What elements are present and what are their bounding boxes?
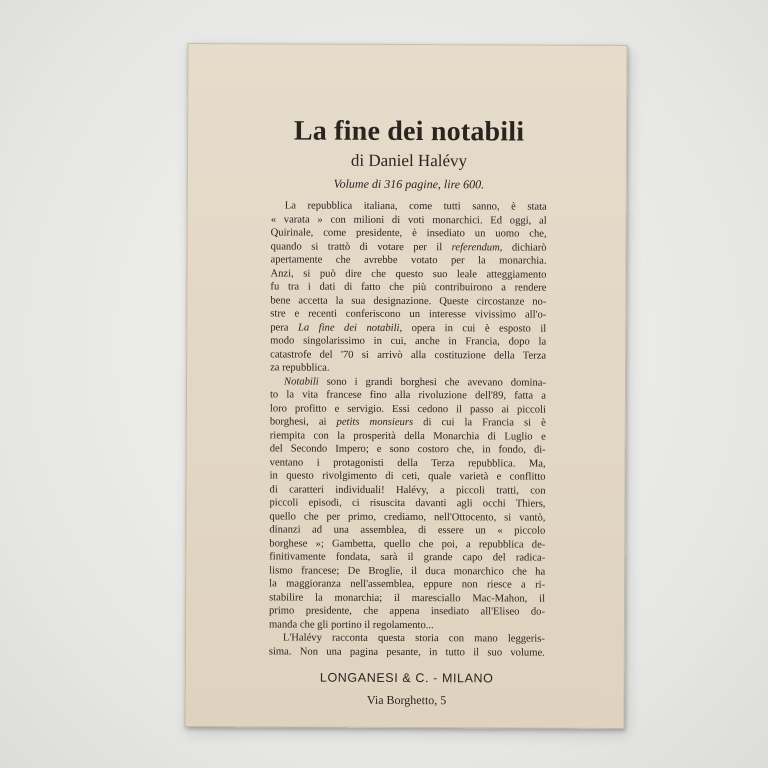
paragraph-line: ventano i protagonisti della Terza repubblica. Ma, — [269, 456, 546, 470]
paragraph-3 — [269, 631, 545, 659]
paragraph-line: L'Halévy racconta questa storia con mano leggeris- — [282, 632, 545, 645]
book-title: La fine dei notabili — [293, 115, 525, 148]
paragraph-line: modo singolarissimo in cui, anche in Francia, dopo la — [270, 335, 547, 348]
paragraph-line: la maggioranza nell'assemblea, eppure non riesce a ri- — [269, 578, 546, 591]
paragraph-1 — [270, 199, 547, 376]
paragraph-line: quando si trattò di votare per il referendum, dichiarò — [270, 240, 547, 254]
volume-info: Volume di 316 pagine, lire 600. — [333, 176, 485, 192]
paragraph-line: stabilire la monarchia; il maresciallo Mac-Mahon, il — [269, 591, 546, 605]
paragraph-line: bene accetta la sua designazione. Queste circostanze no- — [270, 294, 547, 308]
book-author: di Daniel Halévy — [350, 150, 468, 171]
paragraph-line: La repubblica italiana, come tutti sanno, è stata — [284, 200, 547, 213]
paragraph-line: catastrofe del '70 si arrivò alla costituzione della Terza — [270, 348, 547, 362]
paragraph-line: Quirinale, come presidente, è insediato un uomo che, — [270, 227, 547, 240]
paragraph-line: primo presidente, che appena insediato all'Eliseo do- — [268, 605, 546, 618]
paragraph-line: apertamente che avrebbe votato per la monarchia. — [270, 254, 547, 267]
paragraph-line: za repubblica. — [270, 362, 330, 374]
publisher-name: LONGANESI & C. - MILANO — [319, 670, 494, 686]
paragraph-line: riempita con la prosperità della Monarchia di Luglio e — [269, 429, 546, 443]
paragraph-line: Anzi, si può dire che questo suo leale atteggiamento — [270, 267, 547, 281]
paragraph-line: piccoli episodi, ci risuscita davanti agli occhi Thiers, — [269, 497, 546, 510]
paragraph-line: quello che per primo, crediamo, nell'Ottocento, si vantò, — [269, 510, 546, 524]
paragraph-line: borghesi, ai petits monsieurs di cui la Francia si è — [269, 416, 546, 429]
paragraph-line: « varata » con milioni di voti monarchici. Ed oggi, al — [270, 213, 547, 227]
paragraph-line: di caratteri individuali! Halévy, a piccoli tratti, con — [269, 483, 546, 497]
paragraph-line: stre e recenti conferiscono un interesse vivissimo all'o- — [270, 308, 547, 321]
paragraph-line: to la vita francese fino alla rivoluzione dell'89, fatta a — [269, 389, 546, 402]
paragraph-line: in questo rivolgimento di ceti, quale varietà e conflitto — [269, 470, 546, 483]
paragraph-line: manda che gli portino il regolamento... — [268, 618, 434, 631]
paragraph-line: dinanzi ad una assemblea, di essere un « piccolo — [269, 524, 546, 537]
paragraph-line: fu tra i dati di fatto che più contribuirono a rendere — [270, 281, 547, 294]
paragraph-line: Notabili sono i grandi borghesi che avevano domina- — [283, 375, 547, 389]
paragraph-line: borghese »; Gambetta, quello che poi, a repubblica de- — [269, 537, 546, 551]
paragraph-line: sima. Non una pagina pesante, in tutto il suo volume. — [268, 645, 545, 659]
paragraph-line: del Secondo Impero; e sono costoro che, in fondo, di- — [269, 443, 546, 456]
publisher-address: Via Borghetto, 5 — [366, 692, 447, 708]
paragraph-line: lismo francese; De Broglie, il duca monarchico che ha — [269, 564, 546, 578]
paragraph-line: pera La fine dei notabili, opera in cui è esposto il — [270, 321, 547, 335]
booklet-back-cover — [185, 43, 628, 729]
paragraph-line: loro profitto e servigio. Essi cedono il passo ai piccoli — [269, 402, 546, 416]
paragraph-2 — [269, 375, 546, 633]
paragraph-line: finitivamente fondata, sarà il grande capo del radica- — [269, 551, 546, 564]
cover-text-block — [269, 115, 548, 708]
